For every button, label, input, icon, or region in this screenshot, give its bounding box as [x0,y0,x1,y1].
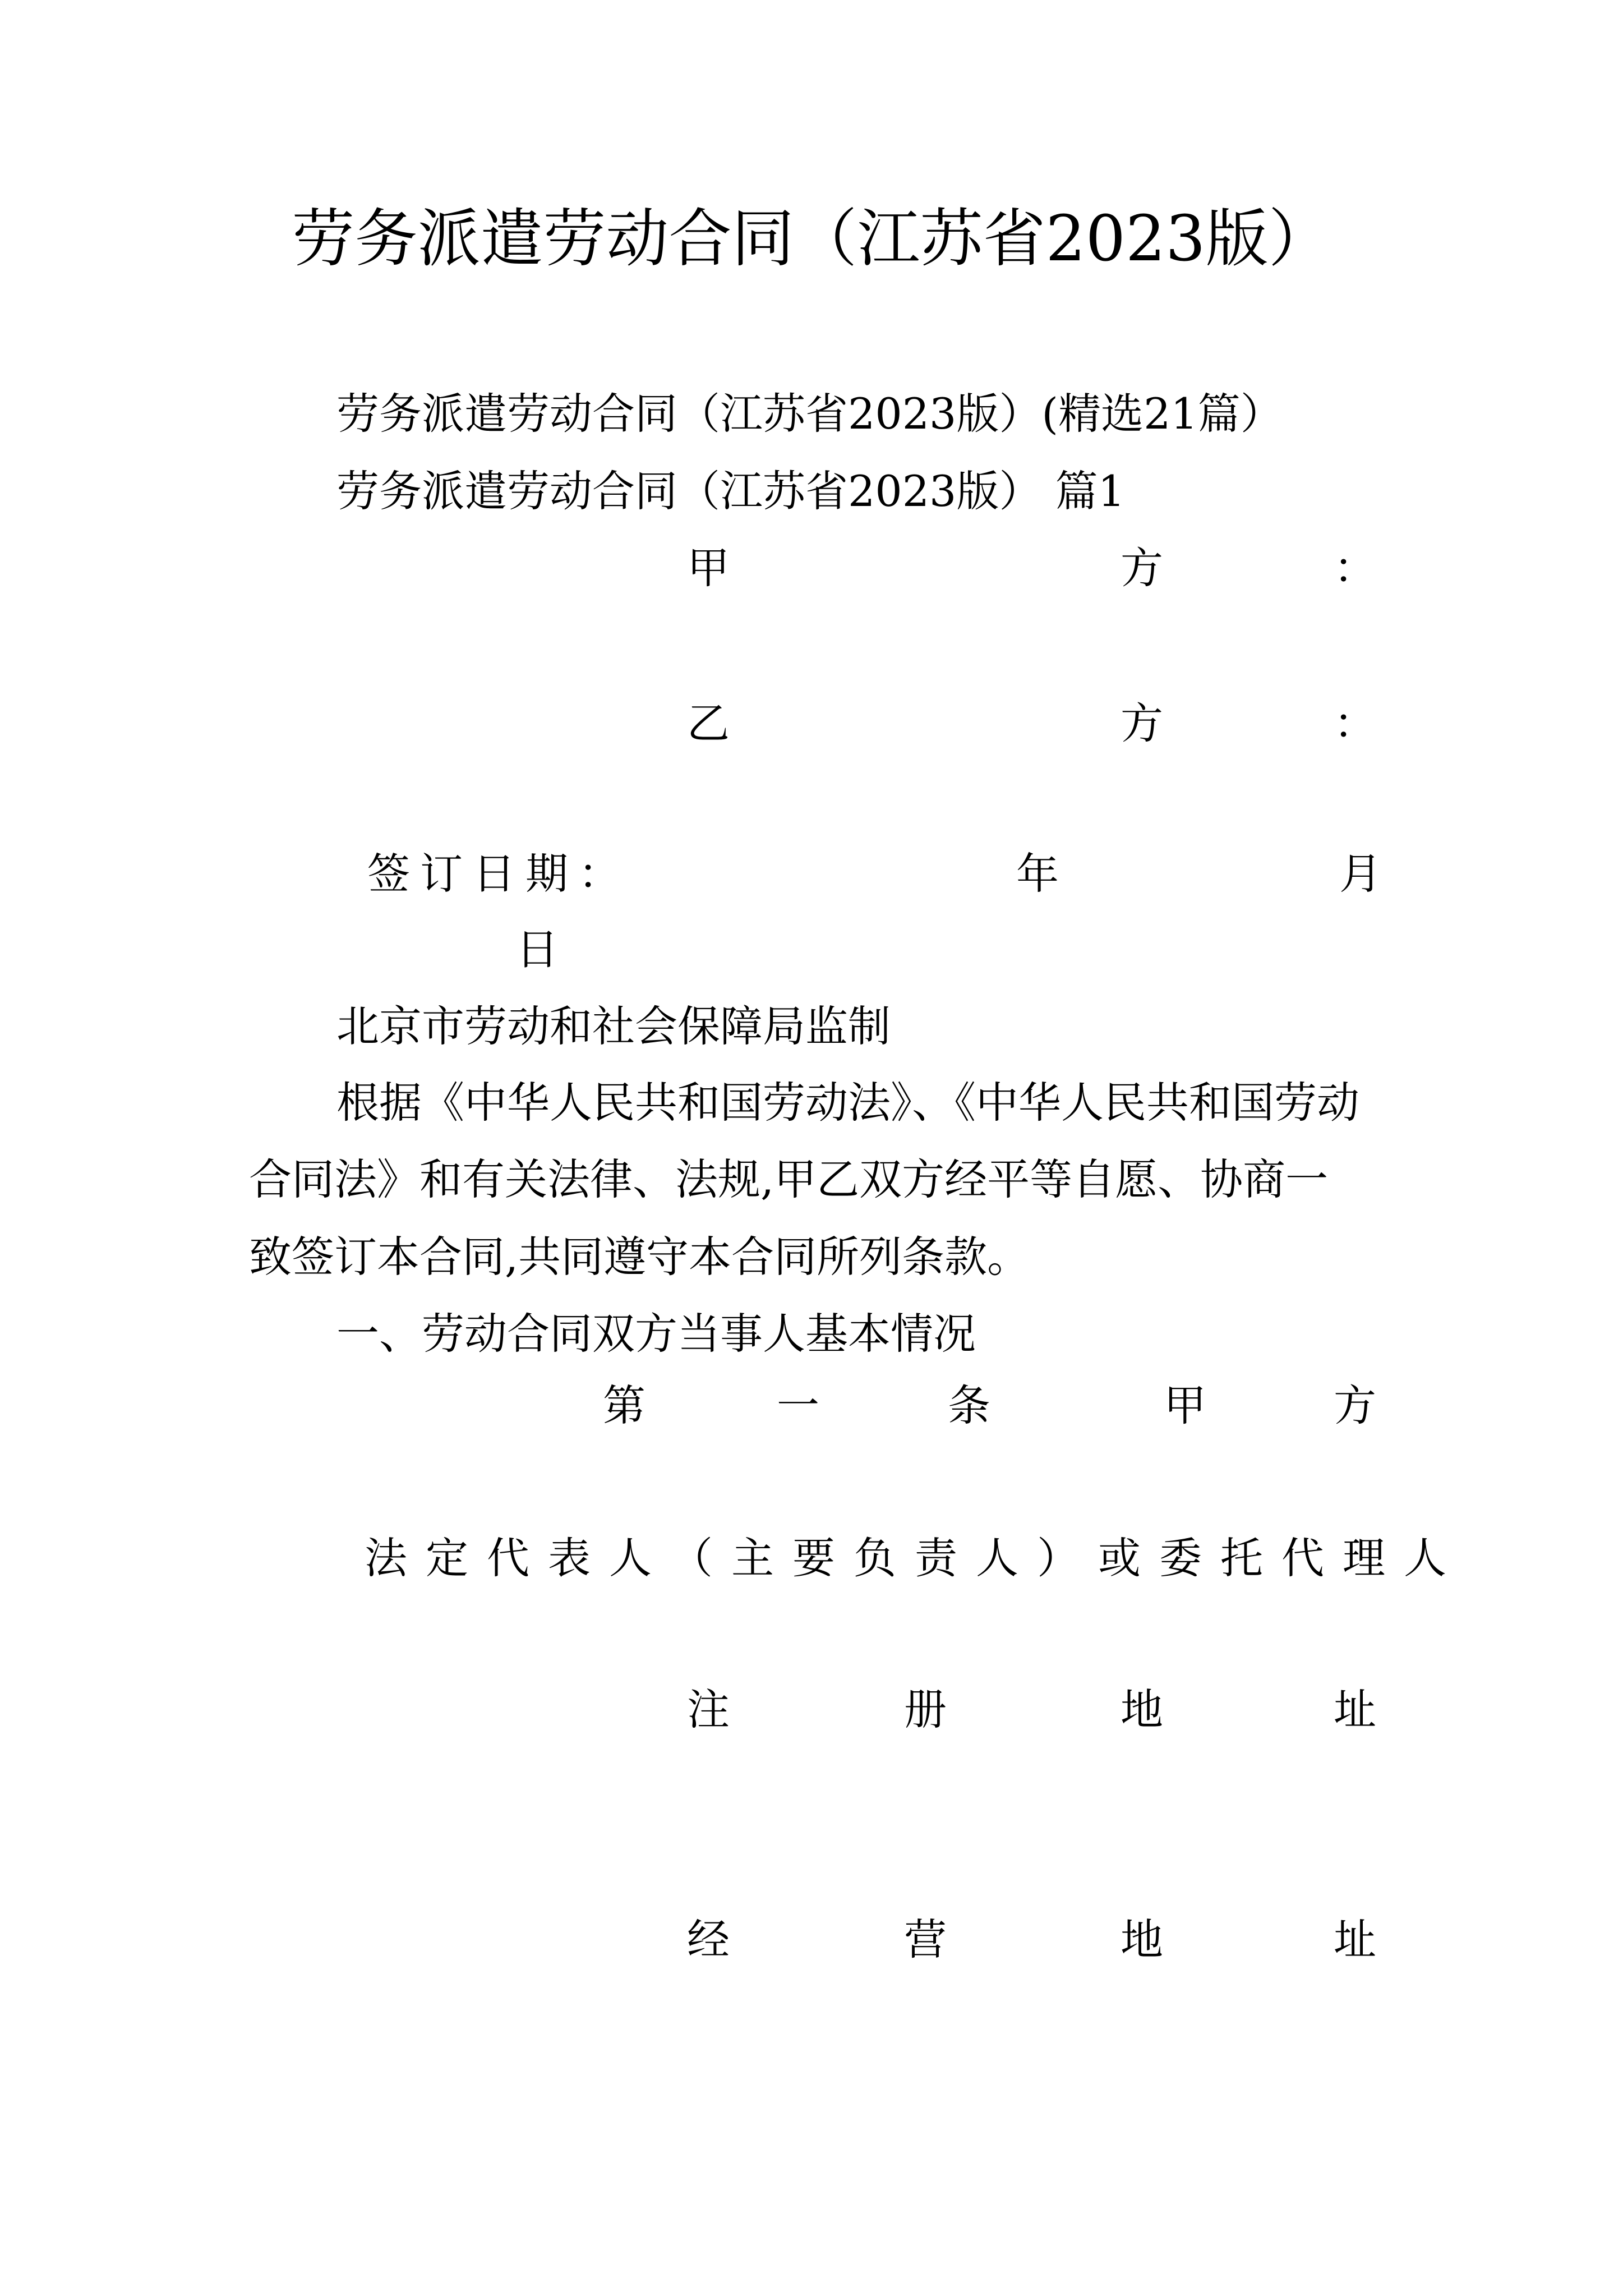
party-a-char-1: 甲 [687,543,730,593]
sign-date-day: 日 [516,924,559,974]
section-heading: 劳务派遣劳动合同（江苏省2023版） 篇1 [336,466,1125,516]
article-one-char-3: 条 [948,1381,990,1430]
preamble-line-1: 根据《中华人民共和国劳动法》、《中华人民共和国劳动 [336,1078,1359,1128]
document-subtitle: 劳务派遣劳动合同（江苏省2023版）(精选21篇） [336,389,1283,439]
party-b-colon: ： [1334,698,1376,748]
business-address-char-4: 址 [1334,1915,1376,1964]
business-address-char-3: 地 [1121,1915,1163,1964]
article-one-char-4: 甲 [1164,1381,1206,1430]
supervisor-note: 北京市劳动和社会保障局监制 [336,1001,891,1051]
article-one-char-2: 一 [777,1381,819,1430]
sign-date-year: 年 [1016,849,1059,899]
article-one-char-1: 第 [603,1381,645,1430]
chapter-one-heading: 一、劳动合同双方当事人基本情况 [336,1309,976,1359]
business-address-char-1: 经 [687,1915,730,1964]
registered-address-char-1: 注 [687,1685,730,1734]
sign-date-label: 签订日期： [367,849,631,899]
party-b-char-2: 方 [1121,698,1163,748]
preamble-line-3: 致签订本合同,共同遵守本合同所列条款。 [249,1232,1030,1282]
preamble-line-2: 合同法》和有关法律、法规,甲乙双方经平等自愿、协商一 [249,1154,1329,1204]
article-one-char-5: 方 [1334,1381,1376,1430]
registered-address-char-2: 册 [904,1685,947,1734]
registered-address-char-4: 址 [1334,1685,1376,1734]
legal-representative-line: 法定代表人（主要负责人）或委托代理人 [365,1533,1465,1583]
registered-address-char-3: 地 [1121,1685,1163,1734]
business-address-char-2: 营 [904,1915,947,1964]
party-a-colon: ： [1334,543,1376,593]
sign-date-month: 月 [1339,849,1382,899]
party-a-char-2: 方 [1121,543,1163,593]
document-title: 劳务派遣劳动合同（江苏省2023版） [292,203,1331,275]
party-b-char-1: 乙 [687,698,730,748]
